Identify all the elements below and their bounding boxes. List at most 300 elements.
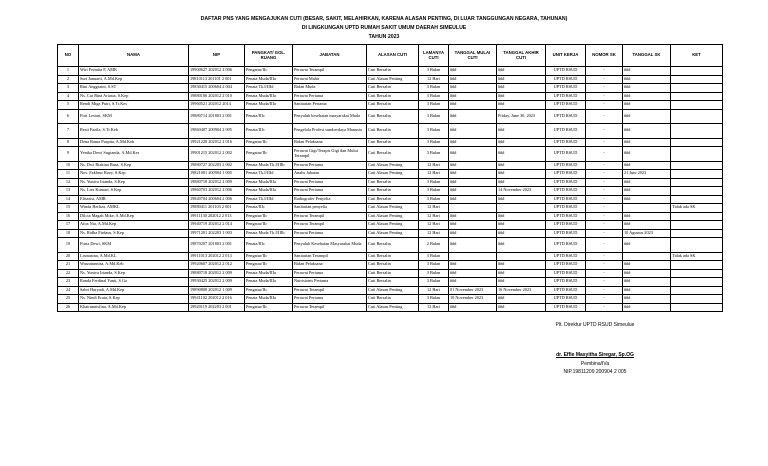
cell-tanggal-sk: ### xyxy=(623,161,671,170)
cell-alasan: Cuti Alasan Penting xyxy=(367,221,419,230)
cell-nip: 19810113 201101 2 001 xyxy=(189,75,245,84)
cell-tanggal-sk: ### xyxy=(623,84,671,93)
cell-no: 22 xyxy=(58,269,79,278)
cell-unit: UPTD RSUD xyxy=(546,109,586,124)
cell-pangkat: Penata Muda/IIIa xyxy=(245,187,293,196)
cell-tanggal-sk: ### xyxy=(623,147,671,162)
cell-alasan: Cuti Bersalin xyxy=(367,278,419,287)
cell-tanggal-sk: ### xyxy=(623,261,671,270)
cell-nama: Suri Januarti, A.Md.Kep xyxy=(79,75,189,84)
cell-no: 5 xyxy=(58,101,79,110)
cell-mulai: ### xyxy=(449,92,497,101)
cell-tanggal-sk: ### xyxy=(623,109,671,124)
cell-jabatan: Perawat Terampil xyxy=(293,67,367,76)
cell-no: 23 xyxy=(58,278,79,287)
cell-nip: 19880714 201803 2 001 xyxy=(189,109,245,124)
table-row xyxy=(58,101,723,110)
cell-mulai: ### xyxy=(449,101,497,110)
cell-nama: Rendi Miga Putri, S.Tr.Kes xyxy=(79,101,189,110)
cell-alasan: Cuti Alasan Penting xyxy=(367,212,419,221)
cell-pangkat: Penata Muda/IIIa xyxy=(245,75,293,84)
cell-mulai: ### xyxy=(449,84,497,93)
cell-ket xyxy=(671,147,723,162)
cell-nomor-sk: - xyxy=(586,238,623,253)
cell-nip: 19880718 202012 2 009 xyxy=(189,178,245,187)
cell-alasan: Cuti Bersalin xyxy=(367,187,419,196)
cell-tanggal-sk: ### xyxy=(623,124,671,139)
cell-no: 10 xyxy=(58,161,79,170)
cell-unit: UPTD RSUD xyxy=(546,178,586,187)
cell-lamanya: 12 Hari xyxy=(419,161,449,170)
cell-no: 6 xyxy=(58,109,79,124)
cell-nomor-sk: - xyxy=(586,204,623,213)
cell-nip: 19870207 201803 2 001 xyxy=(189,238,245,253)
table-row xyxy=(58,195,723,204)
cell-akhir: ### xyxy=(497,92,546,101)
cell-nomor-sk: - xyxy=(586,124,623,139)
table-row xyxy=(58,295,723,304)
cell-nomor-sk: - xyxy=(586,295,623,304)
cell-lamanya: 3 Bulan xyxy=(419,101,449,110)
table-row xyxy=(58,269,723,278)
cell-akhir: ### xyxy=(497,238,546,253)
cell-ket xyxy=(671,229,723,238)
cell-tanggal-sk: ### xyxy=(623,75,671,84)
cell-jabatan: Perawat Pertama xyxy=(293,161,367,170)
cell-mulai: ### xyxy=(449,178,497,187)
cell-nip: 19901215 202012 2 002 xyxy=(189,147,245,162)
cell-no: 3 xyxy=(58,84,79,93)
table-row xyxy=(58,204,723,213)
cell-no: 20 xyxy=(58,252,79,261)
cell-ket xyxy=(671,286,723,295)
cell-mulai: ### xyxy=(449,278,497,287)
cell-nomor-sk: - xyxy=(586,101,623,110)
cell-no: 15 xyxy=(58,204,79,213)
cell-nomor-sk: - xyxy=(586,195,623,204)
cell-pangkat: Pengatur/IIc xyxy=(245,261,293,270)
cell-no: 26 xyxy=(58,303,79,312)
cell-unit: UPTD RSUD xyxy=(546,229,586,238)
cell-ket xyxy=(671,212,723,221)
cell-lamanya: 12 Hari xyxy=(419,221,449,230)
cell-mulai: ### xyxy=(449,138,497,147)
cell-pangkat: Pengatur/IIc xyxy=(245,286,293,295)
cell-pangkat: Pengatur/IIc xyxy=(245,303,293,312)
cell-pangkat: Penata Tk.I/IIId xyxy=(245,170,293,179)
cell-akhir: ### xyxy=(497,221,546,230)
table-row xyxy=(58,187,723,196)
cell-lamanya: 12 Hari xyxy=(419,229,449,238)
cell-lamanya: 3 Bulan xyxy=(419,178,449,187)
cell-jabatan: Perawat Terampil xyxy=(293,221,367,230)
cell-unit: UPTD RSUD xyxy=(546,161,586,170)
cell-ket xyxy=(671,101,723,110)
table-body xyxy=(58,67,723,312)
cell-akhir: ### xyxy=(497,101,546,110)
cell-unit: UPTD RSUD xyxy=(546,221,586,230)
header-lamanya: LAMANYA CUTI xyxy=(419,45,449,67)
cell-nip: 19840704 200604 2 006 xyxy=(189,195,245,204)
cell-nama: Dena Rama Puspita, A.Md.Keb xyxy=(79,138,189,147)
cell-no: 12 xyxy=(58,178,79,187)
cell-tanggal-sk xyxy=(623,252,671,261)
cell-pangkat: Penata Muda Tk.I/IIIb xyxy=(245,161,293,170)
cell-ket xyxy=(671,75,723,84)
cell-lamanya: 12 Hari xyxy=(419,170,449,179)
document-title-block xyxy=(0,15,768,42)
cell-nama: Randa Ferdinal Yanti, S.Gz xyxy=(79,278,189,287)
cell-jabatan: Sanitarian Terampil xyxy=(293,252,367,261)
cell-akhir: ### xyxy=(497,261,546,270)
cell-lamanya: 3 Bulan xyxy=(419,138,449,147)
header-nama: NAMA xyxy=(79,45,189,67)
cell-unit: UPTD RSUD xyxy=(546,170,586,179)
cell-ket: Tidak ada SK xyxy=(671,252,723,261)
cell-lamanya: 12 Hari xyxy=(419,303,449,312)
cell-nomor-sk: - xyxy=(586,303,623,312)
cell-no: 25 xyxy=(58,295,79,304)
cell-akhir: ### xyxy=(497,195,546,204)
table-row xyxy=(58,138,723,147)
cell-nama: Ns. Lies Kumari, S.Kep xyxy=(79,187,189,196)
cell-jabatan: Bidan Muda xyxy=(293,84,367,93)
cell-nama: Ns. Yuniva Irianda, S.Kep xyxy=(79,269,189,278)
cell-ket xyxy=(671,170,723,179)
cell-ket xyxy=(671,124,723,139)
cell-alasan: Cuti Bersalin xyxy=(367,92,419,101)
cell-nip: 19920119 202203 2 001 xyxy=(189,303,245,312)
cell-nip: 19911130 202012 2 013 xyxy=(189,212,245,221)
cell-unit: UPTD RSUD xyxy=(546,101,586,110)
cell-ket xyxy=(671,195,723,204)
cell-no: 1 xyxy=(58,67,79,76)
cell-unit: UPTD RSUD xyxy=(546,204,586,213)
cell-jabatan: Radiografer Penyelia xyxy=(293,195,367,204)
cell-mulai: 01 November 2023 xyxy=(449,286,497,295)
cell-lamanya: 3 Bulan xyxy=(419,295,449,304)
cell-unit: UPTD RSUD xyxy=(546,303,586,312)
cell-nama: Ns. Ridha Firdaus, S.Kep xyxy=(79,229,189,238)
table-row xyxy=(58,238,723,253)
cell-no: 19 xyxy=(58,238,79,253)
table-row xyxy=(58,75,723,84)
cell-nip: 19860407 200904 2 005 xyxy=(189,124,245,139)
cell-nip: 19921228 202012 2 016 xyxy=(189,138,245,147)
cell-nama: Elisarisi, AMR xyxy=(79,195,189,204)
cell-nomor-sk: - xyxy=(586,84,623,93)
cell-mulai: ### xyxy=(449,261,497,270)
cell-ket xyxy=(671,109,723,124)
table-row xyxy=(58,147,723,162)
cell-lamanya: 3 Bulan xyxy=(419,252,449,261)
cell-unit: UPTD RSUD xyxy=(546,124,586,139)
cell-pangkat: Pengatur/IIc xyxy=(245,147,293,162)
header-unit: UNIT KERJA xyxy=(546,45,586,67)
cell-lamanya: 3 Bulan xyxy=(419,147,449,162)
cell-ket xyxy=(671,295,723,304)
document-subtitle: DI LINGKUNGAN UPTD RUMAH SAKIT UMUM DAERAH SIMEULUE xyxy=(301,25,467,31)
cell-pangkat: Penata/IIIc xyxy=(245,124,293,139)
cell-akhir: ### xyxy=(497,229,546,238)
cell-nomor-sk: - xyxy=(586,170,623,179)
cell-no: 7 xyxy=(58,124,79,139)
cell-nomor-sk: - xyxy=(586,147,623,162)
cell-mulai: ### xyxy=(449,221,497,230)
cell-nomor-sk: - xyxy=(586,187,623,196)
cell-nip: 19941102 202012 2 016 xyxy=(189,295,245,304)
cell-unit: UPTD RSUD xyxy=(546,187,586,196)
cell-akhir: ### xyxy=(497,212,546,221)
cell-mulai: ### xyxy=(449,161,497,170)
table-row xyxy=(58,178,723,187)
cell-tanggal-sk: ### xyxy=(623,138,671,147)
cell-tanggal-sk: ### xyxy=(623,67,671,76)
header-alasan: ALASAN CUTI xyxy=(367,45,419,67)
cell-akhir: 14 November 2023 xyxy=(497,187,546,196)
cell-nama: Winda Herliza, AMKL xyxy=(79,204,189,213)
cell-akhir: ### xyxy=(497,295,546,304)
cell-pangkat: Pengatur/IIc xyxy=(245,252,293,261)
cell-unit: UPTD RSUD xyxy=(546,147,586,162)
cell-pangkat: Penata Muda Tk.I/IIIb xyxy=(245,229,293,238)
cell-jabatan: Perawat Pertama xyxy=(293,92,367,101)
table-row xyxy=(58,67,723,76)
cell-no: 17 xyxy=(58,221,79,230)
cell-nomor-sk: - xyxy=(586,67,623,76)
cell-unit: UPTD RSUD xyxy=(546,84,586,93)
cell-nama: Afoa Nia, A.Md.Kep xyxy=(79,221,189,230)
cell-lamanya: 3 Bulan xyxy=(419,84,449,93)
cell-unit: UPTD RSUD xyxy=(546,238,586,253)
cell-alasan: Cuti Bersalin xyxy=(367,295,419,304)
header-jabatan: JABATAN xyxy=(293,45,367,67)
header-nomor-sk: NOMOR SK xyxy=(586,45,623,67)
cell-pangkat: Penata Muda/IIIa xyxy=(245,295,293,304)
cell-tanggal-sk: ### xyxy=(623,278,671,287)
cell-lamanya: 12 Hari xyxy=(419,286,449,295)
cell-akhir: ### xyxy=(497,269,546,278)
cell-akhir: ### xyxy=(497,303,546,312)
cell-jabatan: Sanitarian Pertama xyxy=(293,101,367,110)
cell-alasan: Cuti Bersalin xyxy=(367,101,419,110)
cell-alasan: Cuti Bersalin xyxy=(367,67,419,76)
cell-lamanya: 3 Bulan xyxy=(419,195,449,204)
cell-mulai: ### xyxy=(449,67,497,76)
cell-ket xyxy=(671,178,723,187)
cell-jabatan: Perawat Pertama xyxy=(293,229,367,238)
cell-lamanya: 3 Bulan xyxy=(419,109,449,124)
cell-mulai: ### xyxy=(449,109,497,124)
table-header-row xyxy=(58,45,723,67)
cell-akhir: ### xyxy=(497,138,546,147)
document-year: TAHUN 2023 xyxy=(368,34,400,40)
cell-nip: 19920607 202012 2 012 xyxy=(189,261,245,270)
cell-mulai: ### xyxy=(449,170,497,179)
cell-jabatan: Perawat Terampil xyxy=(293,286,367,295)
cell-mulai xyxy=(449,204,497,213)
cell-nomor-sk: - xyxy=(586,109,623,124)
cell-nomor-sk: - xyxy=(586,269,623,278)
cell-no: 14 xyxy=(58,195,79,204)
cell-unit: UPTD RSUD xyxy=(546,252,586,261)
cell-jabatan: Penyuluh kesehatan masyarakat Muda xyxy=(293,109,367,124)
cell-mulai: ### xyxy=(449,75,497,84)
document-title: DAFTAR PNS YANG MENGAJUKAN CUTI (BESAR, SAKIT, MELAHIRKAN, KARENA ALASAN PENTING, DI LUAR TANGGUNGAN NEGARA, TAHUNAN) xyxy=(200,16,568,22)
cell-ket xyxy=(671,238,723,253)
cell-mulai: ### xyxy=(449,124,497,139)
cell-tanggal-sk: ### xyxy=(623,195,671,204)
cell-alasan: Cuti Bersalin xyxy=(367,178,419,187)
cell-nip: 19821001 200904 1 005 xyxy=(189,170,245,179)
cell-nomor-sk: - xyxy=(586,212,623,221)
cell-jabatan: Bidan Pelaksana xyxy=(293,138,367,147)
cell-no: 8 xyxy=(58,138,79,147)
cell-mulai: ### xyxy=(449,238,497,253)
cell-akhir: ### xyxy=(497,278,546,287)
cell-ket xyxy=(671,187,723,196)
cell-mulai: ### xyxy=(449,147,497,162)
cell-nip: 19880727 202203 2 002 xyxy=(189,161,245,170)
cell-lamanya: 3 Bulan xyxy=(419,278,449,287)
cell-mulai: ### xyxy=(449,212,497,221)
table-row xyxy=(58,109,723,124)
cell-pangkat: Penata Muda/IIIa xyxy=(245,178,293,187)
cell-nama: Khairunnisfina, A.Md.Kep xyxy=(79,303,189,312)
cell-jabatan: Perawat Pertama xyxy=(293,187,367,196)
cell-ket: Tidak ada SK xyxy=(671,204,723,213)
cell-tanggal-sk: ### xyxy=(623,187,671,196)
table-row xyxy=(58,84,723,93)
cell-no: 16 xyxy=(58,212,79,221)
cell-akhir: ### xyxy=(497,84,546,93)
cell-no: 9 xyxy=(58,147,79,162)
cell-lamanya: 2 Bulan xyxy=(419,238,449,253)
cell-nama: Rini Anggraini, S.ST xyxy=(79,84,189,93)
cell-nomor-sk: - xyxy=(586,138,623,147)
cell-lamanya: 3 Bulan xyxy=(419,261,449,270)
cell-alasan: Cuti Alasan Penting xyxy=(367,204,419,213)
cell-jabatan: Pengelola Profesi sumberdaya Manusia xyxy=(293,124,367,139)
cell-pangkat: Penata/IIIc xyxy=(245,238,293,253)
cell-pangkat: Penata Tk.I/IIId xyxy=(245,195,293,204)
cell-lamanya: 3 Bulan xyxy=(419,187,449,196)
signature-name: dr. Effie Masyitha Siregar, Sp.OG xyxy=(556,352,634,358)
cell-jabatan: Analis Jabatan xyxy=(293,170,367,179)
header-mulai: TANGGAL MULAI CUTI xyxy=(449,45,497,67)
cell-nama: Yenika Dewi Sugianda, A.Md.Kes xyxy=(79,147,189,162)
header-ket: KET xyxy=(671,45,723,67)
cell-no: 11 xyxy=(58,170,79,179)
cell-pangkat: Penata Muda/IIIa xyxy=(245,278,293,287)
cell-nama: Ns. Nindi Erata, S.Kep xyxy=(79,295,189,304)
cell-unit: UPTD RSUD xyxy=(546,138,586,147)
cell-pangkat: Penata Muda/IIIa xyxy=(245,92,293,101)
cell-unit: UPTD RSUD xyxy=(546,67,586,76)
cell-jabatan: Sanitarian penyelia xyxy=(293,204,367,213)
cell-alasan: Cuti Bersalin xyxy=(367,261,419,270)
cell-tanggal-sk: ### xyxy=(623,221,671,230)
cell-lamanya: 3 Bulan xyxy=(419,269,449,278)
cell-alasan: Cuti Bersalin xyxy=(367,84,419,93)
table-row xyxy=(58,252,723,261)
cell-nip: 19860703 202012 2 006 xyxy=(189,187,245,196)
cell-mulai: ### xyxy=(449,303,497,312)
cell-ket xyxy=(671,261,723,270)
cell-ket xyxy=(671,221,723,230)
cell-alasan: Cuti Bersalin xyxy=(367,195,419,204)
cell-tanggal-sk: ### xyxy=(623,295,671,304)
cell-pangkat: Pengatur/IIc xyxy=(245,67,293,76)
cell-unit: UPTD RSUD xyxy=(546,212,586,221)
cell-nomor-sk: - xyxy=(586,286,623,295)
cell-lamanya: 12 Hari xyxy=(419,204,449,213)
cell-nama: Fitri Lestari, SKM xyxy=(79,109,189,124)
cell-alasan: Cuti Alasan Penting xyxy=(367,161,419,170)
cell-unit: UPTD RSUD xyxy=(546,75,586,84)
cell-tanggal-sk: ### xyxy=(623,286,671,295)
cell-nomor-sk: - xyxy=(586,261,623,270)
cell-pangkat: Penata Muda/IIIa xyxy=(245,269,293,278)
cell-nip: 19960521 202012 2014 xyxy=(189,101,245,110)
cell-nomor-sk: - xyxy=(586,252,623,261)
cell-nip: 19830415 200604 2 004 xyxy=(189,84,245,93)
table-row xyxy=(58,221,723,230)
cell-nomor-sk: - xyxy=(586,75,623,84)
cell-alasan: Cuti Bersalin xyxy=(367,109,419,124)
cell-akhir xyxy=(497,252,546,261)
cell-no: 4 xyxy=(58,92,79,101)
header-no: NO xyxy=(58,45,79,67)
cell-tanggal-sk: ### xyxy=(623,238,671,253)
cell-mulai: ### xyxy=(449,187,497,196)
cell-nip: 19940719 202012 2 014 xyxy=(189,221,245,230)
cell-jabatan: Perawat Mahir xyxy=(293,75,367,84)
table-row xyxy=(58,124,723,139)
cell-ket xyxy=(671,278,723,287)
cell-tanggal-sk: ### xyxy=(623,92,671,101)
table-row xyxy=(58,161,723,170)
cell-nama: Lismasina, A.Md.KL xyxy=(79,252,189,261)
cell-nomor-sk: - xyxy=(586,221,623,230)
header-akhir: TANGGAL AKHIR CUTI xyxy=(497,45,546,67)
cell-ket xyxy=(671,84,723,93)
cell-alasan: Cuti Bersalin xyxy=(367,252,419,261)
cell-tanggal-sk: 21 Juni 2023 xyxy=(623,170,671,179)
cell-jabatan: Perawat Pertama xyxy=(293,269,367,278)
cell-nip: 19971201 202203 1 003 xyxy=(189,229,245,238)
cell-tanggal-sk: 10 Agustus 2023 xyxy=(623,229,671,238)
cell-alasan: Cuti Alasan Penting xyxy=(367,303,419,312)
cell-tanggal-sk: ### xyxy=(623,178,671,187)
cell-nama: Sabri Haryadi, A.Md.Kep xyxy=(79,286,189,295)
cell-unit: UPTD RSUD xyxy=(546,92,586,101)
cell-nomor-sk: - xyxy=(586,161,623,170)
cell-jabatan: Nutrisionis Pertama xyxy=(293,278,367,287)
cell-unit: UPTD RSUD xyxy=(546,278,586,287)
cell-ket xyxy=(671,303,723,312)
cell-alasan: Cuti Alasan Penting xyxy=(367,286,419,295)
cell-nama: Ns. Yuniva Irianda, S.Kep xyxy=(79,178,189,187)
cell-unit: UPTD RSUD xyxy=(546,286,586,295)
cell-no: 24 xyxy=(58,286,79,295)
cell-jabatan: Penyuluh Kesehatan Masyarakat Muda xyxy=(293,238,367,253)
cell-akhir: ### xyxy=(497,178,546,187)
cell-akhir: ### xyxy=(497,124,546,139)
cell-akhir: ### xyxy=(497,67,546,76)
cell-ket xyxy=(671,161,723,170)
signature-rank: Pembina/IVa xyxy=(580,361,610,367)
